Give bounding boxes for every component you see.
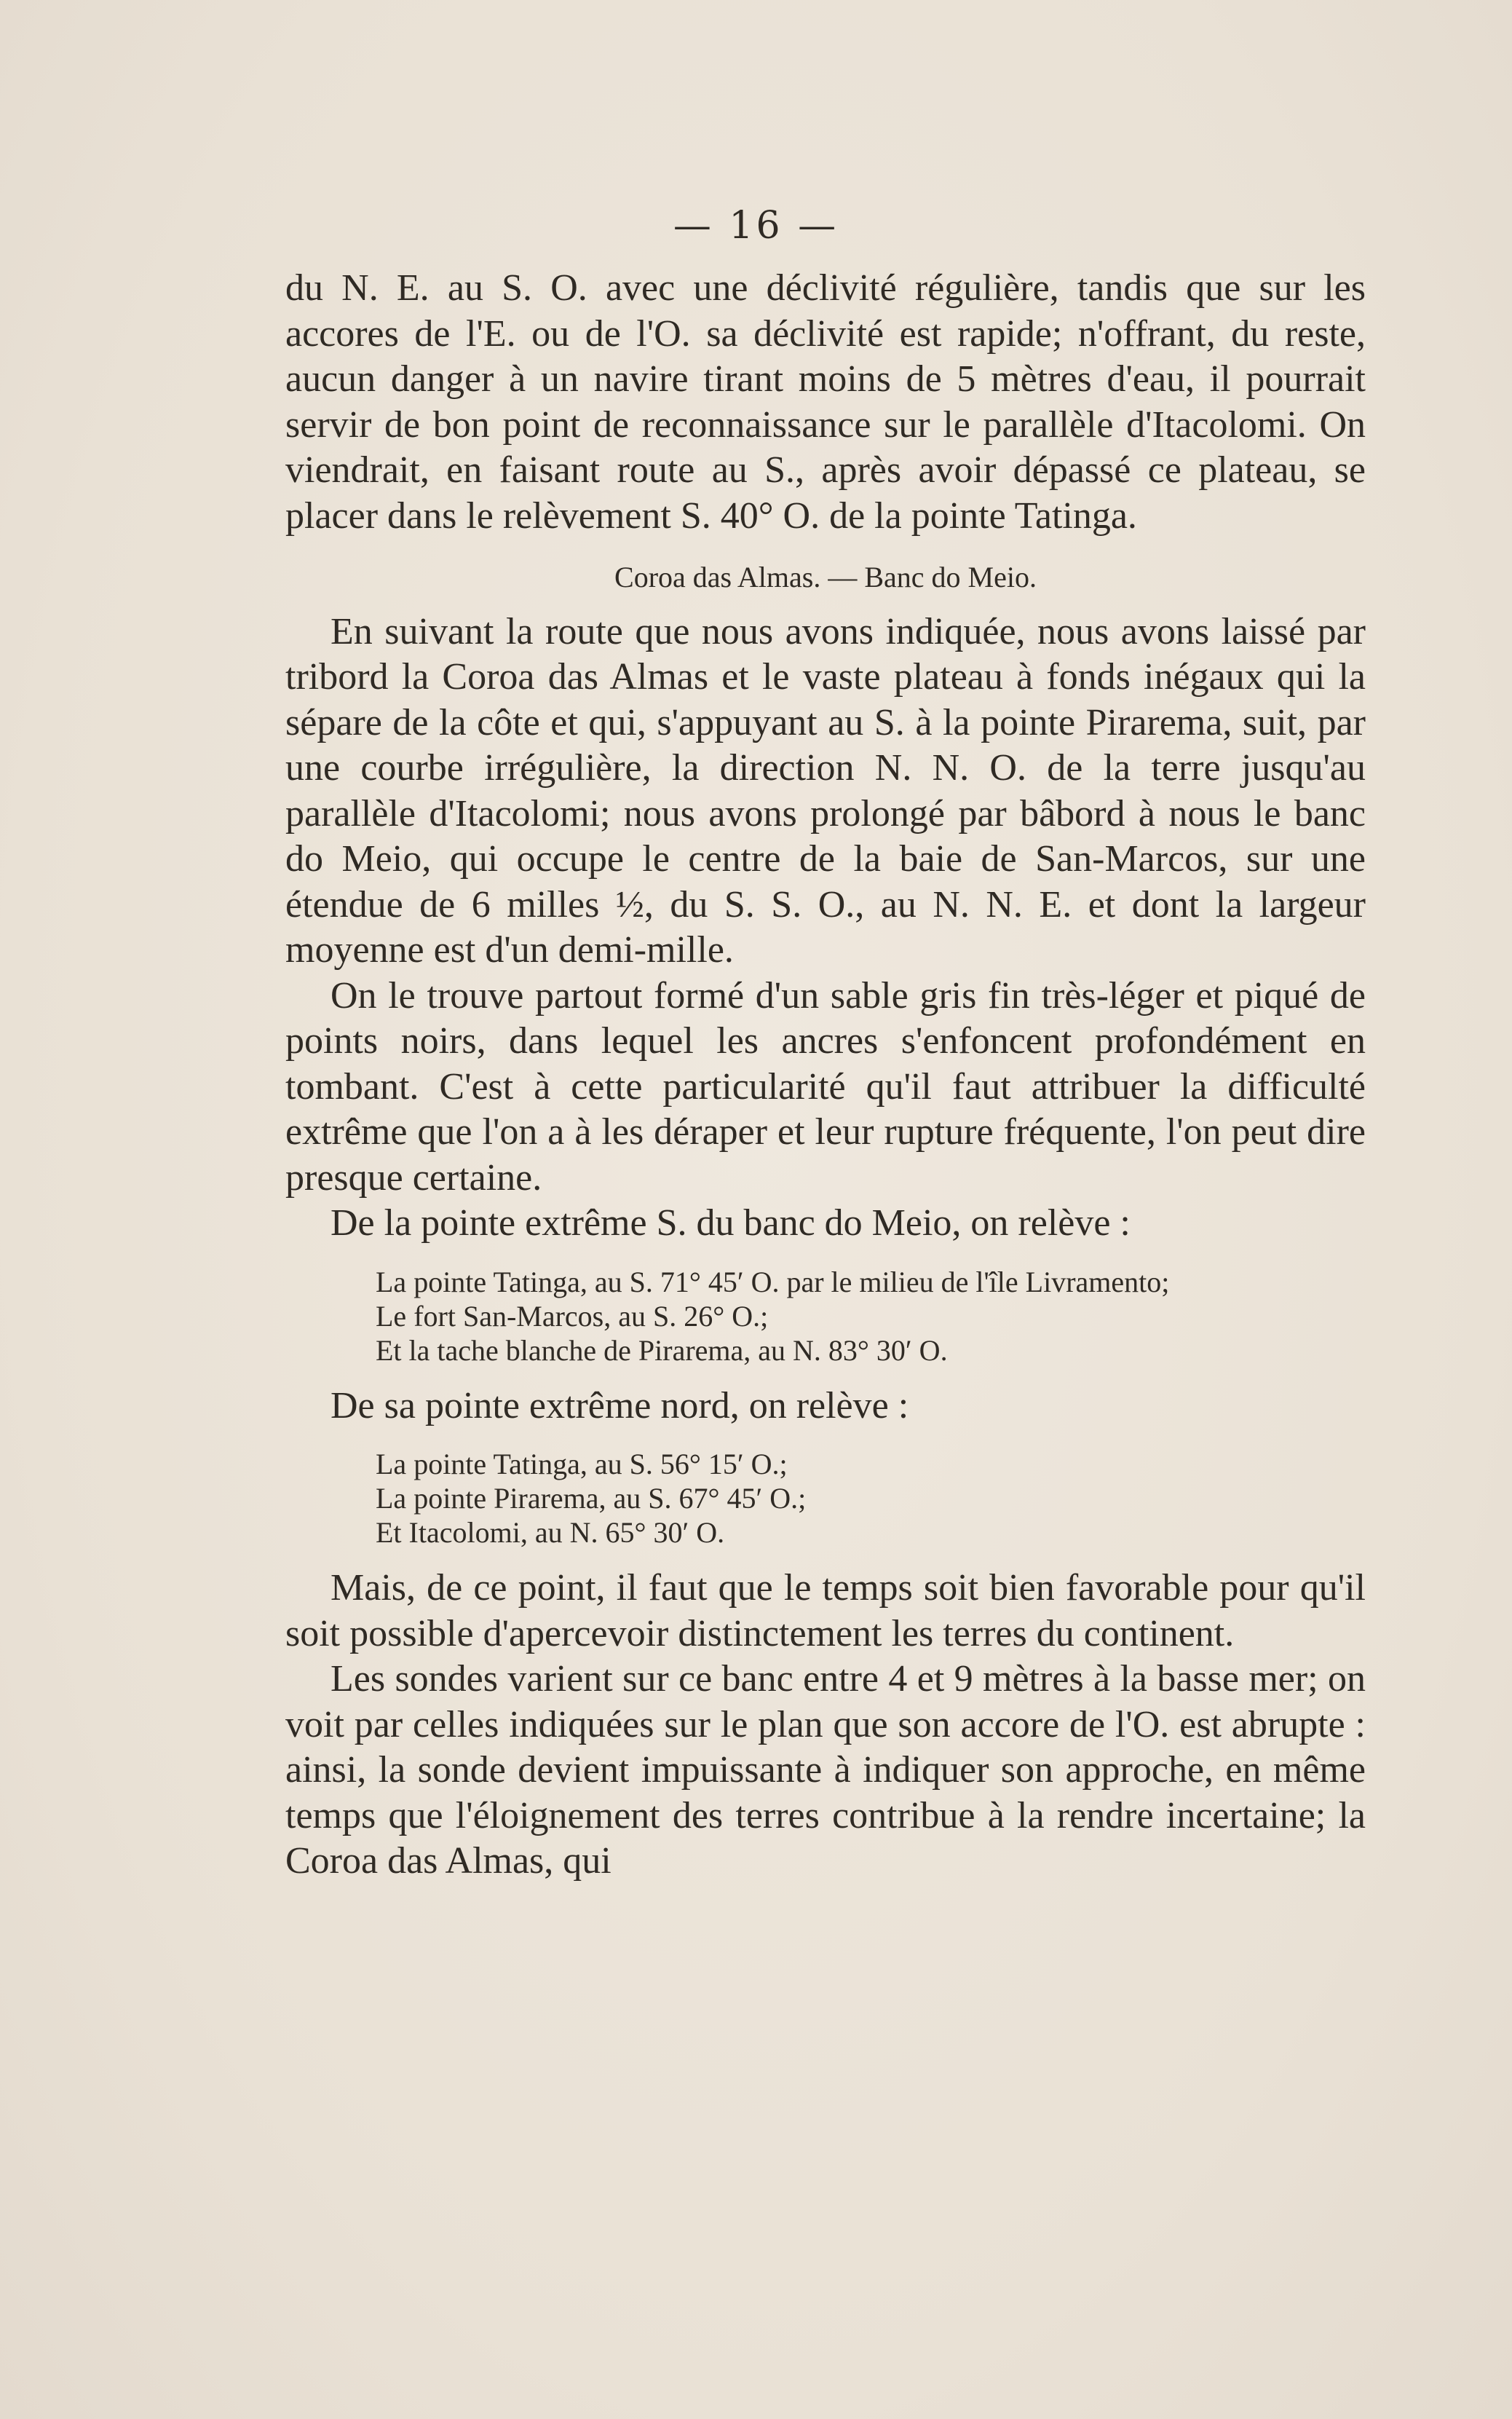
- bearing-line: La pointe Tatinga, au S. 56° 15′ O.;: [376, 1448, 788, 1480]
- section-heading: Coroa das Almas. — Banc do Meio.: [614, 561, 1037, 593]
- bearings-list: [376, 1447, 1366, 1550]
- paragraph: Mais, de ce point, il faut que le temps soit bien favorable pour qu'il soit possible d'apercevoir distinctement les terres du continent.: [285, 1567, 1366, 1654]
- paragraph: du N. E. au S. O. avec une déclivité régulière, tandis que sur les accores de l'E. ou de l'O. sa déclivité est rapide; n'offrant, du reste, aucun danger à un navire tirant moins de 5 mètres d'eau, il pourrait servir de bon point de reconnaissance sur le parallèle d'Itacolomi. On viendrait, en faisant route au S., après avoir dépassé ce plateau, se placer dans le relèvement S. 40° O. de la pointe Tatinga.: [285, 267, 1366, 537]
- body-text: [285, 266, 1366, 1885]
- paragraph: De la pointe extrême S. du banc do Meio, on relève :: [330, 1202, 1131, 1244]
- paragraph: De sa pointe extrême nord, on relève :: [330, 1384, 909, 1426]
- paragraph: En suivant la route que nous avons indiquée, nous avons laissé par tribord la Coroa das Almas et le vaste plateau à fonds inégaux qui la sépare de la côte et qui, s'appuyant au S. à la pointe Pirarema, suit, par une courbe irrégulière, la direction N. N. O. de la terre jusqu'au parallèle d'Itacolomi; nous avons prolongé par bâbord à nous le banc do Meio, qui occupe le centre de la baie de San-Marcos, sur une étendue de 6 milles ½, du S. S. O., au N. N. E. et dont la largeur moyenne est d'un demi-mille.: [285, 610, 1366, 971]
- bearing-line: La pointe Tatinga, au S. 71° 45′ O. par le milieu de l'île Livramento;: [376, 1265, 1170, 1298]
- paragraph: Les sondes varient sur ce banc entre 4 et 9 mètres à la basse mer; on voit par celles indiquées sur le plan que son accore de l'O. est abrupte : ainsi, la sonde devient impuissante à indiquer son approche, en même temps que l'éloignement des terres contribue à la rendre incertaine; la Coroa das Almas, qui: [285, 1658, 1366, 1882]
- bearing-line: Et Itacolomi, au N. 65° 30′ O.: [376, 1516, 725, 1549]
- bearings-list: [376, 1265, 1366, 1368]
- page-number: — 16 —: [673, 204, 839, 248]
- paragraph: On le trouve partout formé d'un sable gris fin très-léger et piqué de points noirs, dans lequel les ancres s'enfoncent profondément en tombant. C'est à cette particularité qu'il faut attribuer la difficulté extrême que l'on a à les déraper et leur rupture fréquente, l'on peut dire presque certaine.: [285, 974, 1366, 1199]
- bearing-line: Le fort San-Marcos, au S. 26° O.;: [376, 1299, 769, 1333]
- bearing-line: La pointe Pirarema, au S. 67° 45′ O.;: [376, 1482, 807, 1515]
- bearing-line: Et la tache blanche de Pirarema, au N. 83° 30′ O.: [376, 1333, 948, 1367]
